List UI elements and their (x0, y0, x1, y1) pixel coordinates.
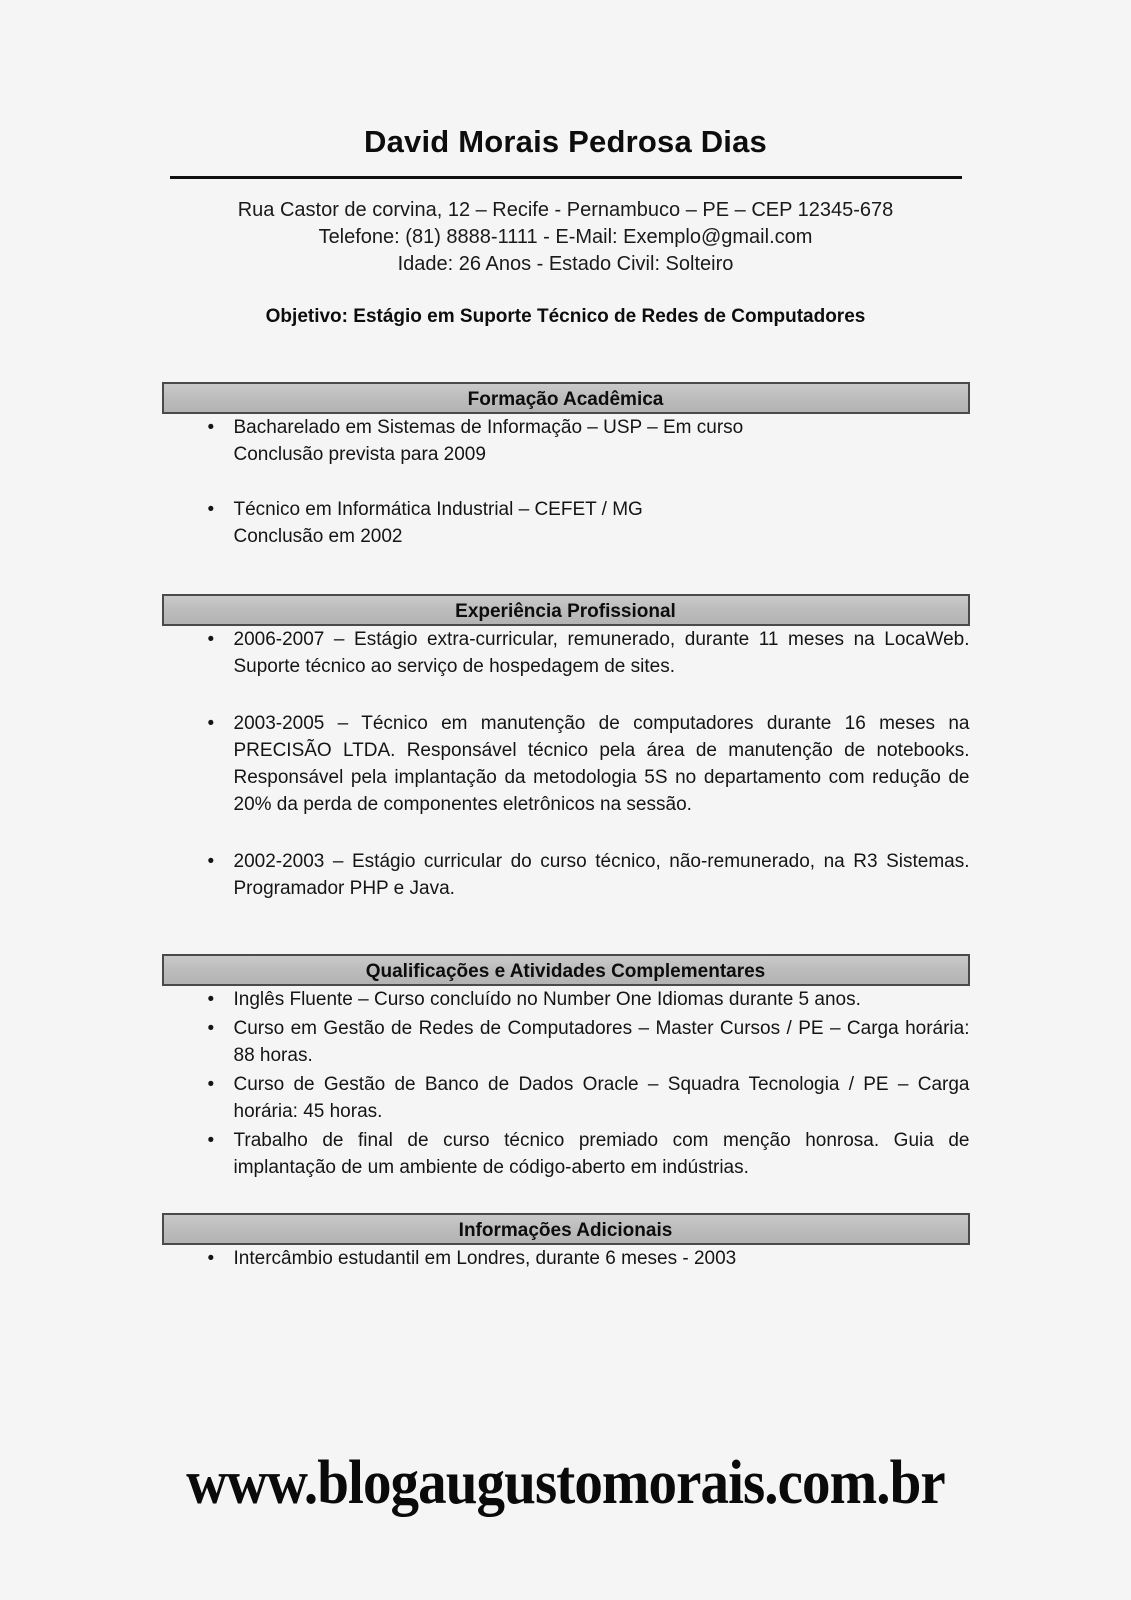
spacer-before-qualifications (0, 932, 1131, 954)
list-item (162, 414, 970, 468)
section-body-education (162, 414, 970, 550)
section-body-qualifications (162, 986, 970, 1181)
qualifications-list (162, 986, 970, 1181)
additional-list (162, 1245, 970, 1272)
header-divider (170, 176, 962, 179)
contact-age-marital: Idade: 26 Anos - Estado Civil: Solteiro (397, 252, 734, 275)
list-item: • Trabalho de final de curso técnico premiado com menção honrosa. Guia de implantação de um ambiente de código-aberto em indústrias. (162, 1127, 970, 1181)
section-header-additional: Informações Adicionais (162, 1213, 970, 1245)
section-header-education: Formação Acadêmica (162, 382, 970, 414)
contact-address: Rua Castor de corvina, 12 – Recife - Pernambuco – PE – CEP 12345-678 (237, 198, 894, 221)
education-item-detail: Conclusão em 2002 (233, 525, 403, 547)
list-item: • Curso de Gestão de Banco de Dados Oracle – Squadra Tecnologia / PE – Carga horária: 45 horas. (162, 1071, 970, 1125)
section-body-experience (162, 626, 970, 902)
resume-header (0, 0, 1131, 328)
spacer-before-education (0, 328, 1131, 382)
list-item: • Inglês Fluente – Curso concluído no Number One Idiomas durante 5 anos. (162, 986, 970, 1013)
list-item: • 2006-2007 – Estágio extra-curricular, remunerado, durante 11 meses na LocaWeb. Suporte técnico ao serviço de hospedagem de sites. (162, 626, 970, 680)
contact-phone-email: Telefone: (81) 8888-1111 - E-Mail: Exemplo@gmail.com (318, 225, 813, 248)
list-item: • Intercâmbio estudantil em Londres, durante 6 meses - 2003 (162, 1245, 970, 1272)
section-header-qualifications: Qualificações e Atividades Complementares (162, 954, 970, 986)
section-body-additional (162, 1245, 970, 1272)
list-item: • Curso em Gestão de Redes de Computadores – Master Cursos / PE – Carga horária: 88 horas. (162, 1015, 970, 1069)
list-item (162, 496, 970, 550)
experience-list (162, 626, 970, 902)
spacer-before-additional (0, 1183, 1131, 1213)
footer-website-url: www.blogaugustomorais.com.br (186, 1449, 945, 1517)
list-item: • 2003-2005 – Técnico em manutenção de computadores durante 16 meses na PRECISÃO LTDA. Responsável técnico pela área de manutenção de notebooks. Responsável pela implantação da metodologia 5S no departamento com redução de 20% da perda de componentes eletrônicos na sessão. (162, 710, 970, 818)
education-list (162, 414, 970, 550)
contact-block (136, 197, 996, 278)
page-title: David Morais Pedrosa Dias (364, 124, 767, 159)
spacer-before-experience (0, 578, 1131, 594)
education-item-title: • Bacharelado em Sistemas de Informação – USP – Em curso (233, 416, 744, 438)
education-item-title: • Técnico em Informática Industrial – CEFET / MG (233, 498, 643, 520)
education-item-detail: Conclusão prevista para 2009 (233, 443, 486, 465)
objective-line: Objetivo: Estágio em Suporte Técnico de Redes de Computadores (265, 305, 866, 327)
section-header-experience: Experiência Profissional (162, 594, 970, 626)
list-item: • 2002-2003 – Estágio curricular do curso técnico, não-remunerado, na R3 Sistemas. Programador PHP e Java. (162, 848, 970, 902)
